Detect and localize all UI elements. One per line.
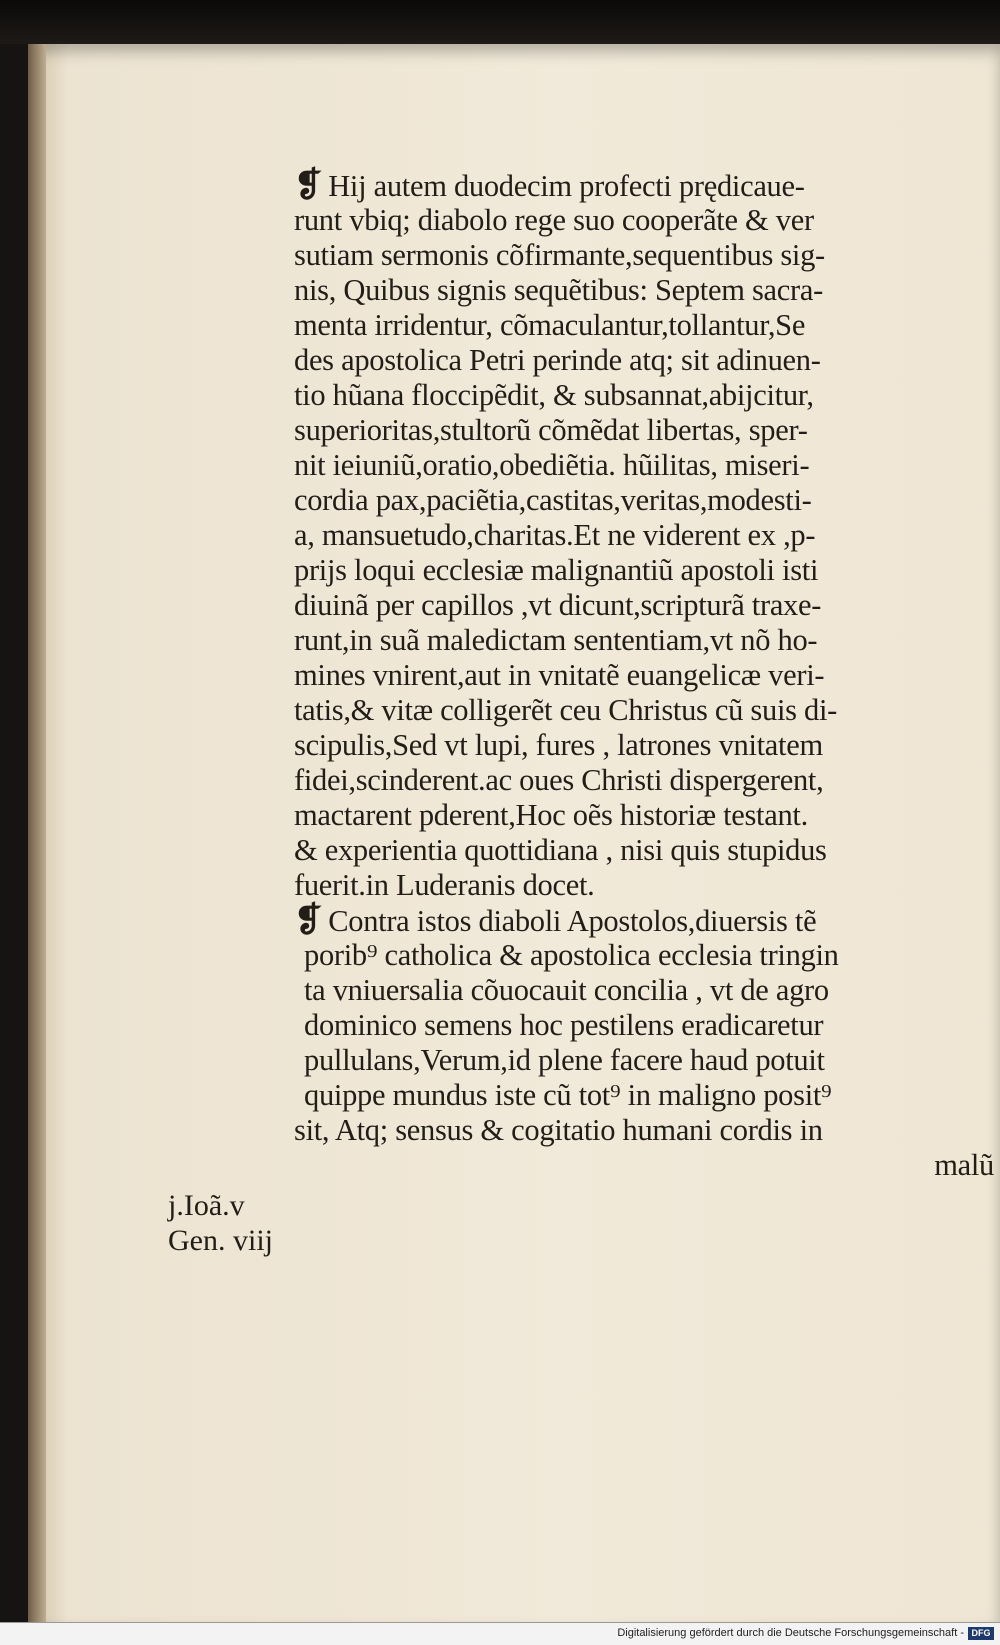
main-text-block — [294, 168, 994, 1183]
marginal-note: Gen. viij — [168, 1224, 273, 1257]
text-line: porib⁹ catholica & apostolica ecclesia tringin — [304, 938, 839, 972]
marginal-note: j.Ioã.v — [168, 1189, 245, 1222]
catchword: malũ — [934, 1148, 994, 1182]
text-line: mactarent pderent,Hoc oẽs historiæ testant. — [294, 798, 808, 832]
text-line: a, mansuetudo,charitas.Et ne viderent ex ,p- — [294, 518, 816, 552]
text-line: dominico semens hoc pestilens eradicaretur — [304, 1008, 824, 1042]
text-line: superioritas,stultorũ cõmẽdat libertas, sper- — [294, 413, 808, 447]
text-line: & experientia quottidiana , nisi quis stupidus — [294, 833, 827, 867]
paragraph-mark-icon: ❡ — [294, 167, 323, 204]
marginal-references — [168, 1188, 273, 1258]
text-line: tio hũana floccipẽdit, & subsannat,abijcitur, — [294, 378, 814, 412]
text-line: des apostolica Petri perinde atq; sit adinuen- — [294, 343, 821, 377]
text-line: diuinã per capillos ,vt dicunt,scripturã traxe- — [294, 588, 822, 622]
text-line: nis, Quibus signis sequẽtibus: Septem sacra- — [294, 273, 823, 307]
text-line: quippe mundus iste cũ tot⁹ in maligno posit⁹ — [304, 1078, 832, 1112]
text-line: nit ieiuniũ,oratio,obediẽtia. hũilitas, miseri- — [294, 448, 810, 482]
text-line: sit, Atq; sensus & cogitatio humani cordis in — [294, 1113, 823, 1147]
text-line: ❡ Contra istos diaboli Apostolos,diuersis tẽ — [294, 902, 817, 939]
text-line: prijs loqui ecclesiæ malignantiũ apostoli isti — [294, 553, 819, 587]
funding-credit: Digitalisierung gefördert durch die Deutsche Forschungsgemeinschaft - — [617, 1627, 964, 1639]
text-line: scipulis,Sed vt lupi, fures , latrones vnitatem — [294, 728, 823, 762]
page-edge — [28, 44, 46, 1622]
paragraph-mark-icon: ❡ — [294, 902, 323, 939]
text-line: tatis,& vitæ colligerẽt ceu Christus cũ suis di- — [294, 693, 837, 727]
text-line: cordia pax,paciẽtia,castitas,veritas,modesti- — [294, 483, 812, 517]
text-line: menta irridentur, cõmaculantur,tollantur,Se — [294, 308, 806, 342]
text-line: pullulans,Verum,id plene facere haud potuit — [304, 1043, 825, 1077]
text-line: fidei,scinderent.ac oues Christi dispergerent, — [294, 763, 824, 797]
scan-background — [0, 0, 1000, 44]
text-line: fuerit.in Luderanis docet. — [294, 868, 595, 902]
text-line: mines vnirent,aut in vnitatẽ euangelicæ veri- — [294, 658, 825, 692]
text-line: sutiam sermonis cõfirmante,sequentibus sig- — [294, 238, 825, 272]
text-line: runt,in suã maledictam sententiam,vt nõ ho- — [294, 623, 818, 657]
text-line: ta vniuersalia cõuocauit concilia , vt de agro — [304, 973, 829, 1007]
dfg-logo: DFG — [968, 1627, 994, 1640]
footer-bar — [0, 1622, 1000, 1645]
text-line: ❡ Hij autem duodecim profecti prędicaue- — [294, 167, 805, 204]
text-line: runt vbiq; diabolo rege suo cooperãte & ver — [294, 203, 814, 237]
